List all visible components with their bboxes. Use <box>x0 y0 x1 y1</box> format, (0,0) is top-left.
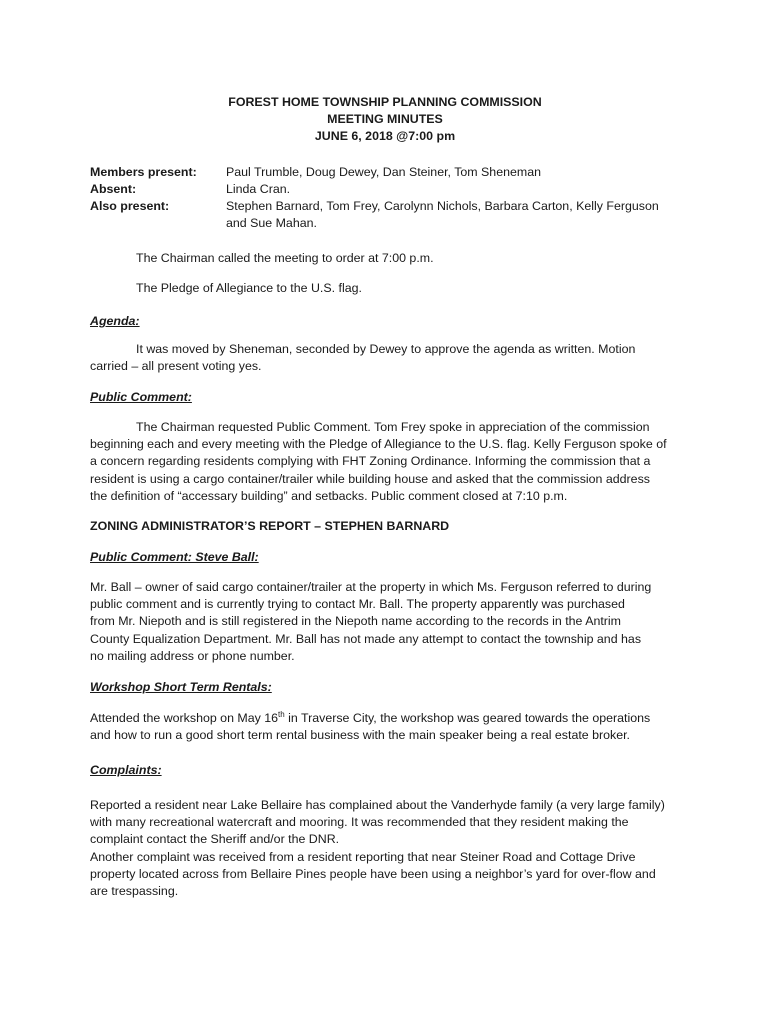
workshop-heading: Workshop Short Term Rentals: <box>90 680 272 694</box>
members-present-label: Members present: <box>90 165 197 179</box>
paragraph-line: County Equalization Department. Mr. Ball has not made any attempt to contact the township and has <box>90 631 642 646</box>
call-to-order: The Chairman called the meeting to order at 7:00 p.m. <box>136 251 434 265</box>
steve-ball-heading: Public Comment: Steve Ball: <box>90 550 259 564</box>
zoning-report-heading: ZONING ADMINISTRATOR’S REPORT – STEPHEN BARNARD <box>90 519 450 533</box>
absent-label: Absent: <box>90 182 137 196</box>
public-comment-heading: Public Comment: <box>90 390 192 404</box>
paragraph-line: with many recreational watercraft and mooring. It was recommended that they resident making the <box>90 815 629 830</box>
complaints-heading: Complaints: <box>90 763 162 777</box>
complaints-body <box>90 797 690 900</box>
paragraph-line: are trespassing. <box>90 884 179 899</box>
paragraph-line <box>90 710 690 727</box>
paragraph-line: complaint contact the Sheriff and/or the DNR. <box>90 832 340 847</box>
members-present-value: Paul Trumble, Doug Dewey, Dan Steiner, Tom Sheneman <box>226 165 541 179</box>
also-present-value-line1: Stephen Barnard, Tom Frey, Carolynn Nichols, Barbara Carton, Kelly Ferguson <box>226 199 659 213</box>
workshop-text-start: Attended the workshop on May 16 <box>90 711 279 725</box>
paragraph-line: public comment and is currently trying to contact Mr. Ball. The property apparently was purchased <box>90 597 625 612</box>
also-present-label: Also present: <box>90 199 170 213</box>
document-subtitle: MEETING MINUTES <box>327 112 443 126</box>
paragraph-line: the definition of “accessary building” and setbacks. Public comment closed at 7:10 p.m. <box>90 488 568 503</box>
paragraph-line: The Chairman requested Public Comment. Tom Frey spoke in appreciation of the commission <box>136 420 650 434</box>
document-title: FOREST HOME TOWNSHIP PLANNING COMMISSION <box>228 95 542 109</box>
workshop-body <box>90 710 690 744</box>
document-date: JUNE 6, 2018 @7:00 pm <box>314 129 456 143</box>
paragraph-line: resident is using a cargo container/trailer while building house and asked that the commission address <box>90 471 650 486</box>
agenda-line: carried – all present voting yes. <box>90 359 262 374</box>
paragraph-line: from Mr. Niepoth and is still registered in the Niepoth name according to the records in the Antrim <box>90 614 621 629</box>
public-comment-body <box>90 419 690 505</box>
agenda-heading: Agenda: <box>90 314 140 328</box>
paragraph-line: beginning each and every meeting with the Pledge of Allegiance to the U.S. flag. Kelly Ferguson spoke of <box>90 437 667 452</box>
paragraph-line: Another complaint was received from a resident reporting that near Steiner Road and Cottage Drive <box>90 849 636 864</box>
agenda-line: It was moved by Sheneman, seconded by Dewey to approve the agenda as written. Motion <box>136 342 636 356</box>
paragraph-line: property located across from Bellaire Pines people have been using a neighbor’s yard for over-flow and <box>90 866 656 881</box>
paragraph-line: Reported a resident near Lake Bellaire has complained about the Vanderhyde family (a very large family) <box>90 798 665 812</box>
paragraph-line: no mailing address or phone number. <box>90 648 295 663</box>
paragraph-line: Mr. Ball – owner of said cargo container/trailer at the property in which Ms. Ferguson referred to during <box>90 580 652 594</box>
ordinal-suffix: th <box>278 709 285 719</box>
pledge: The Pledge of Allegiance to the U.S. flag. <box>136 281 362 295</box>
workshop-text-end: in Traverse City, the workshop was geared towards the operations <box>284 711 651 725</box>
steve-ball-body <box>90 579 690 665</box>
also-present-value-line2: and Sue Mahan. <box>226 216 317 230</box>
paragraph-line: a concern regarding residents complying with FHT Zoning Ordinance. Informing the commission that a <box>90 454 651 469</box>
agenda-body <box>90 341 690 375</box>
absent-value: Linda Cran. <box>226 182 291 196</box>
paragraph-line: and how to run a good short term rental business with the main speaker being a real estate broker. <box>90 728 630 743</box>
